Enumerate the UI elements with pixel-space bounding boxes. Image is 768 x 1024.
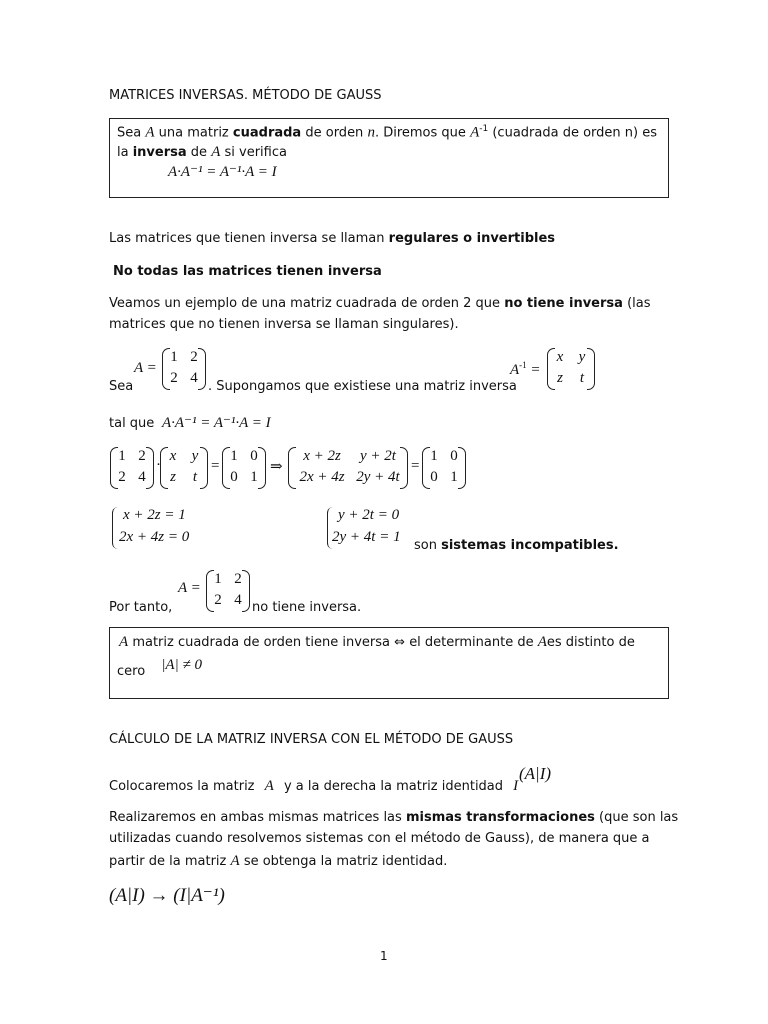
- matrix-Ainv-label: $A^{-1}$ =: [510, 360, 541, 378]
- por-tanto-label: Por tanto,: [109, 600, 173, 615]
- product-matrix-xyzt: x y z t: [160, 447, 208, 489]
- equals-1: =: [211, 458, 220, 474]
- realizaremos-line-1: Realizaremos en ambas mismas matrices las mismas transformaciones (que son las: [109, 810, 679, 825]
- page-number: 1: [380, 949, 388, 963]
- colocaremos-line: Colocaremos la matriz A y a la derecha la matriz identidad I: [109, 778, 519, 794]
- page-title: MATRICES INVERSAS. MÉTODO DE GAUSS: [109, 88, 382, 103]
- product-result-matrix: x + 2z y + 2t 2x + 4z 2y + 4t: [288, 447, 408, 489]
- sea-label: Sea: [109, 379, 134, 394]
- criterion-line-1: A matriz cuadrada de orden tiene inversa ⇔ el determinante de Aes distinto de: [119, 634, 635, 650]
- matrix-A-label: A =: [134, 360, 157, 376]
- product-matrix-A: 1 2 2 4: [110, 447, 154, 489]
- por-tanto-A-label: A =: [178, 580, 201, 596]
- tal-que-label: tal que: [109, 416, 155, 431]
- definition-equation: A·A⁻¹ = A⁻¹·A = I: [168, 164, 277, 180]
- supongamos-text: . Supongamos que existiese una matriz inversa: [208, 379, 517, 394]
- system-1-eq-2: 2x + 4z = 0: [119, 529, 190, 545]
- regulares-line: Las matrices que tienen inversa se llaman regulares o invertibles: [109, 231, 556, 246]
- veamos-line-2: matrices que no tienen inversa se llaman singulares).: [109, 317, 459, 332]
- augmented-matrix: (A|I): [519, 764, 552, 783]
- criterion-line-2: cero |A| ≠ 0: [117, 657, 202, 679]
- equals-2: =: [411, 458, 420, 474]
- definition-line-2: la inversa de A si verifica: [117, 144, 287, 160]
- tal-que-equation: A·A⁻¹ = A⁻¹·A = I: [162, 415, 271, 431]
- por-tanto-matrix: 1 2 2 4: [206, 570, 250, 612]
- no-tiene-inversa-text: no tiene inversa.: [252, 600, 362, 615]
- incompatibles-line: son sistemas incompatibles.: [414, 538, 619, 553]
- dot-operator: ·: [156, 457, 161, 473]
- veamos-line-1: Veamos un ejemplo de una matriz cuadrada de orden 2 que no tiene inversa (las: [109, 296, 651, 311]
- system-1-brace: [112, 507, 119, 549]
- identity-matrix-1: 1 0 0 1: [222, 447, 266, 489]
- system-1-eq-1: x + 2z = 1: [123, 507, 186, 523]
- gauss-transformation: (A|I) → (I|A⁻¹): [109, 885, 225, 906]
- matrix-xyzt: x y z t: [547, 348, 595, 390]
- identity-matrix-2: 1 0 0 1: [422, 447, 466, 489]
- matrix-A: 1 2 2 4: [162, 348, 206, 390]
- realizaremos-line-2: utilizadas cuando resolvemos sistemas con el método de Gauss), de manera que a: [109, 831, 650, 846]
- definition-line-1: Sea A una matriz cuadrada de orden n. Diremos que $A^{-1}$ (cuadrada de orden n) es: [117, 124, 657, 141]
- calc-title: CÁLCULO DE LA MATRIZ INVERSA CON EL MÉTODO DE GAUSS: [109, 732, 514, 747]
- no-todas-heading: No todas las matrices tienen inversa: [113, 264, 382, 279]
- implies-symbol: ⇒: [270, 459, 283, 475]
- system-2-eq-2: 2y + 4t = 1: [332, 529, 401, 545]
- system-2-eq-1: y + 2t = 0: [338, 507, 400, 523]
- realizaremos-line-3: partir de la matriz A se obtenga la matriz identidad.: [109, 853, 448, 869]
